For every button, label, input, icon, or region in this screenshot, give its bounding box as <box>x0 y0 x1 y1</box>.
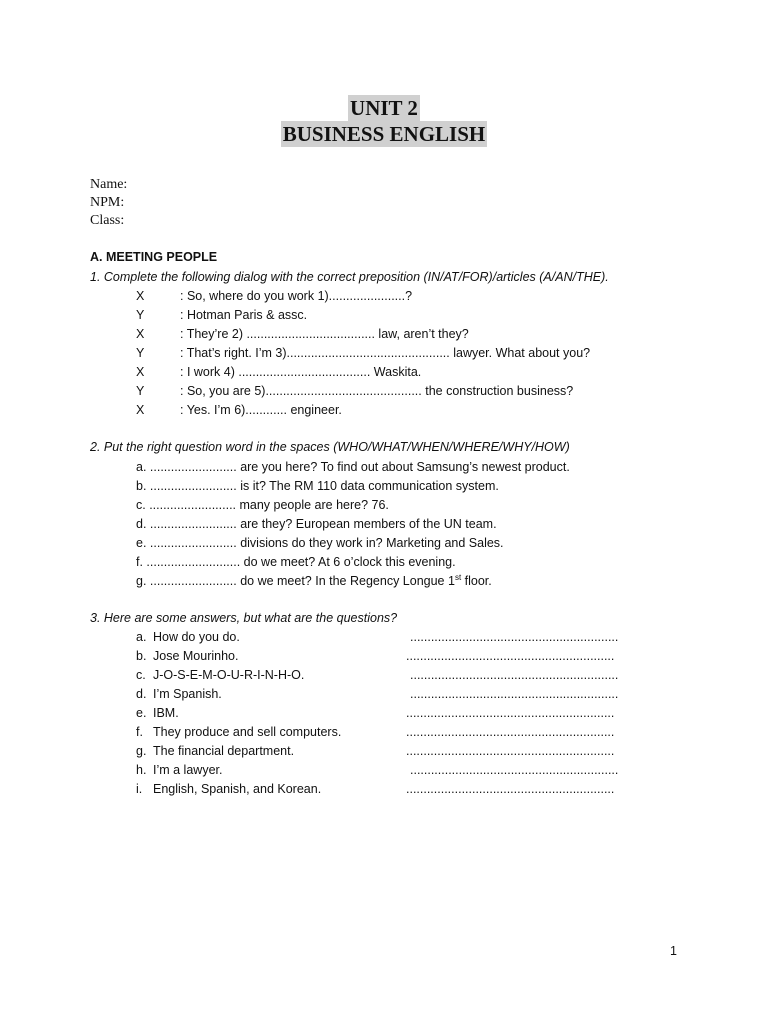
answer-blank: ............................................................ <box>410 687 619 701</box>
q2-instruction: 2. Put the right question word in the spaces (WHO/WHAT/WHEN/WHERE/WHY/HOW) <box>90 440 570 454</box>
list-item-letter: f. <box>136 725 143 739</box>
answer-blank: ............................................................ <box>410 668 619 682</box>
q1-instruction: 1. Complete the following dialog with the correct preposition (IN/AT/FOR)/articles (A/AN/THE). <box>90 270 609 284</box>
list-item-answer: I’m a lawyer. <box>153 763 223 777</box>
list-item-letter: c. <box>136 668 146 682</box>
list-item-answer: Jose Mourinho. <box>153 649 239 663</box>
list-item-answer: They produce and sell computers. <box>153 725 342 739</box>
dialog-speaker: X <box>136 289 145 303</box>
dialog-line: : Yes. I’m 6)............ engineer. <box>180 403 342 417</box>
answer-blank: ............................................................ <box>406 744 615 758</box>
list-item: e. ......................... divisions do they work in? Marketing and Sales. <box>136 536 504 550</box>
dialog-speaker: X <box>136 365 145 379</box>
list-item: g. ......................... do we meet? In the Regency Longue 1st floor. <box>136 572 492 588</box>
dialog-speaker: Y <box>136 346 145 360</box>
list-item: f. ........................... do we meet? At 6 o’clock this evening. <box>136 555 456 569</box>
list-item: b. ......................... is it? The RM 110 data communication system. <box>136 479 499 493</box>
dialog-speaker: Y <box>136 308 145 322</box>
list-item-letter: d. <box>136 687 147 701</box>
answer-blank: ............................................................ <box>406 782 615 796</box>
list-item-answer: IBM. <box>153 706 179 720</box>
list-item-letter: e. <box>136 706 147 720</box>
class-field-label: Class: <box>90 213 125 228</box>
answer-blank: ............................................................ <box>406 649 615 663</box>
list-item-answer: J-O-S-E-M-O-U-R-I-N-H-O. <box>153 668 305 682</box>
student-fields <box>90 176 127 230</box>
dialog-line: : So, you are 5)............................................. the construction business? <box>180 384 574 398</box>
answer-blank: ............................................................ <box>406 706 615 720</box>
list-item-letter: h. <box>136 763 147 777</box>
npm-field-label: NPM: <box>90 195 125 210</box>
answer-blank: ............................................................ <box>410 630 619 644</box>
dialog-line: : I work 4) ...................................... Waskita. <box>180 365 422 379</box>
list-item: c. ......................... many people are here? 76. <box>136 498 389 512</box>
dialog-line: : They’re 2) ..................................... law, aren’t they? <box>180 327 469 341</box>
q3-instruction: 3. Here are some answers, but what are the questions? <box>90 611 398 625</box>
answer-blank: ............................................................ <box>406 725 615 739</box>
dialog-speaker: X <box>136 403 145 417</box>
page-number: 1 <box>670 944 677 958</box>
subject-title: BUSINESS ENGLISH <box>282 122 486 146</box>
answer-blank: ............................................................ <box>410 763 619 777</box>
list-item-letter: a. <box>136 630 147 644</box>
name-field-label: Name: <box>90 177 128 192</box>
section-a-heading: A. MEETING PEOPLE <box>90 250 218 264</box>
list-item-letter: g. <box>136 744 147 758</box>
list-item: d. ......................... are they? European members of the UN team. <box>136 517 497 531</box>
list-item: a. ......................... are you here? To find out about Samsung’s newest product. <box>136 460 570 474</box>
dialog-line: : Hotman Paris & assc. <box>180 308 308 322</box>
dialog-line: : That’s right. I’m 3)............................................... lawyer. What about you? <box>180 346 591 360</box>
list-item-answer: The financial department. <box>153 744 295 758</box>
list-item-answer: How do you do. <box>153 630 240 644</box>
list-item-letter: i. <box>136 782 143 796</box>
list-item-answer: I’m Spanish. <box>153 687 222 701</box>
dialog-speaker: X <box>136 327 145 341</box>
dialog-speaker: Y <box>136 384 145 398</box>
unit-title: UNIT 2 <box>350 96 418 120</box>
dialog-line: : So, where do you work 1)......................? <box>180 289 413 303</box>
list-item-letter: b. <box>136 649 147 663</box>
list-item-answer: English, Spanish, and Korean. <box>153 782 322 796</box>
